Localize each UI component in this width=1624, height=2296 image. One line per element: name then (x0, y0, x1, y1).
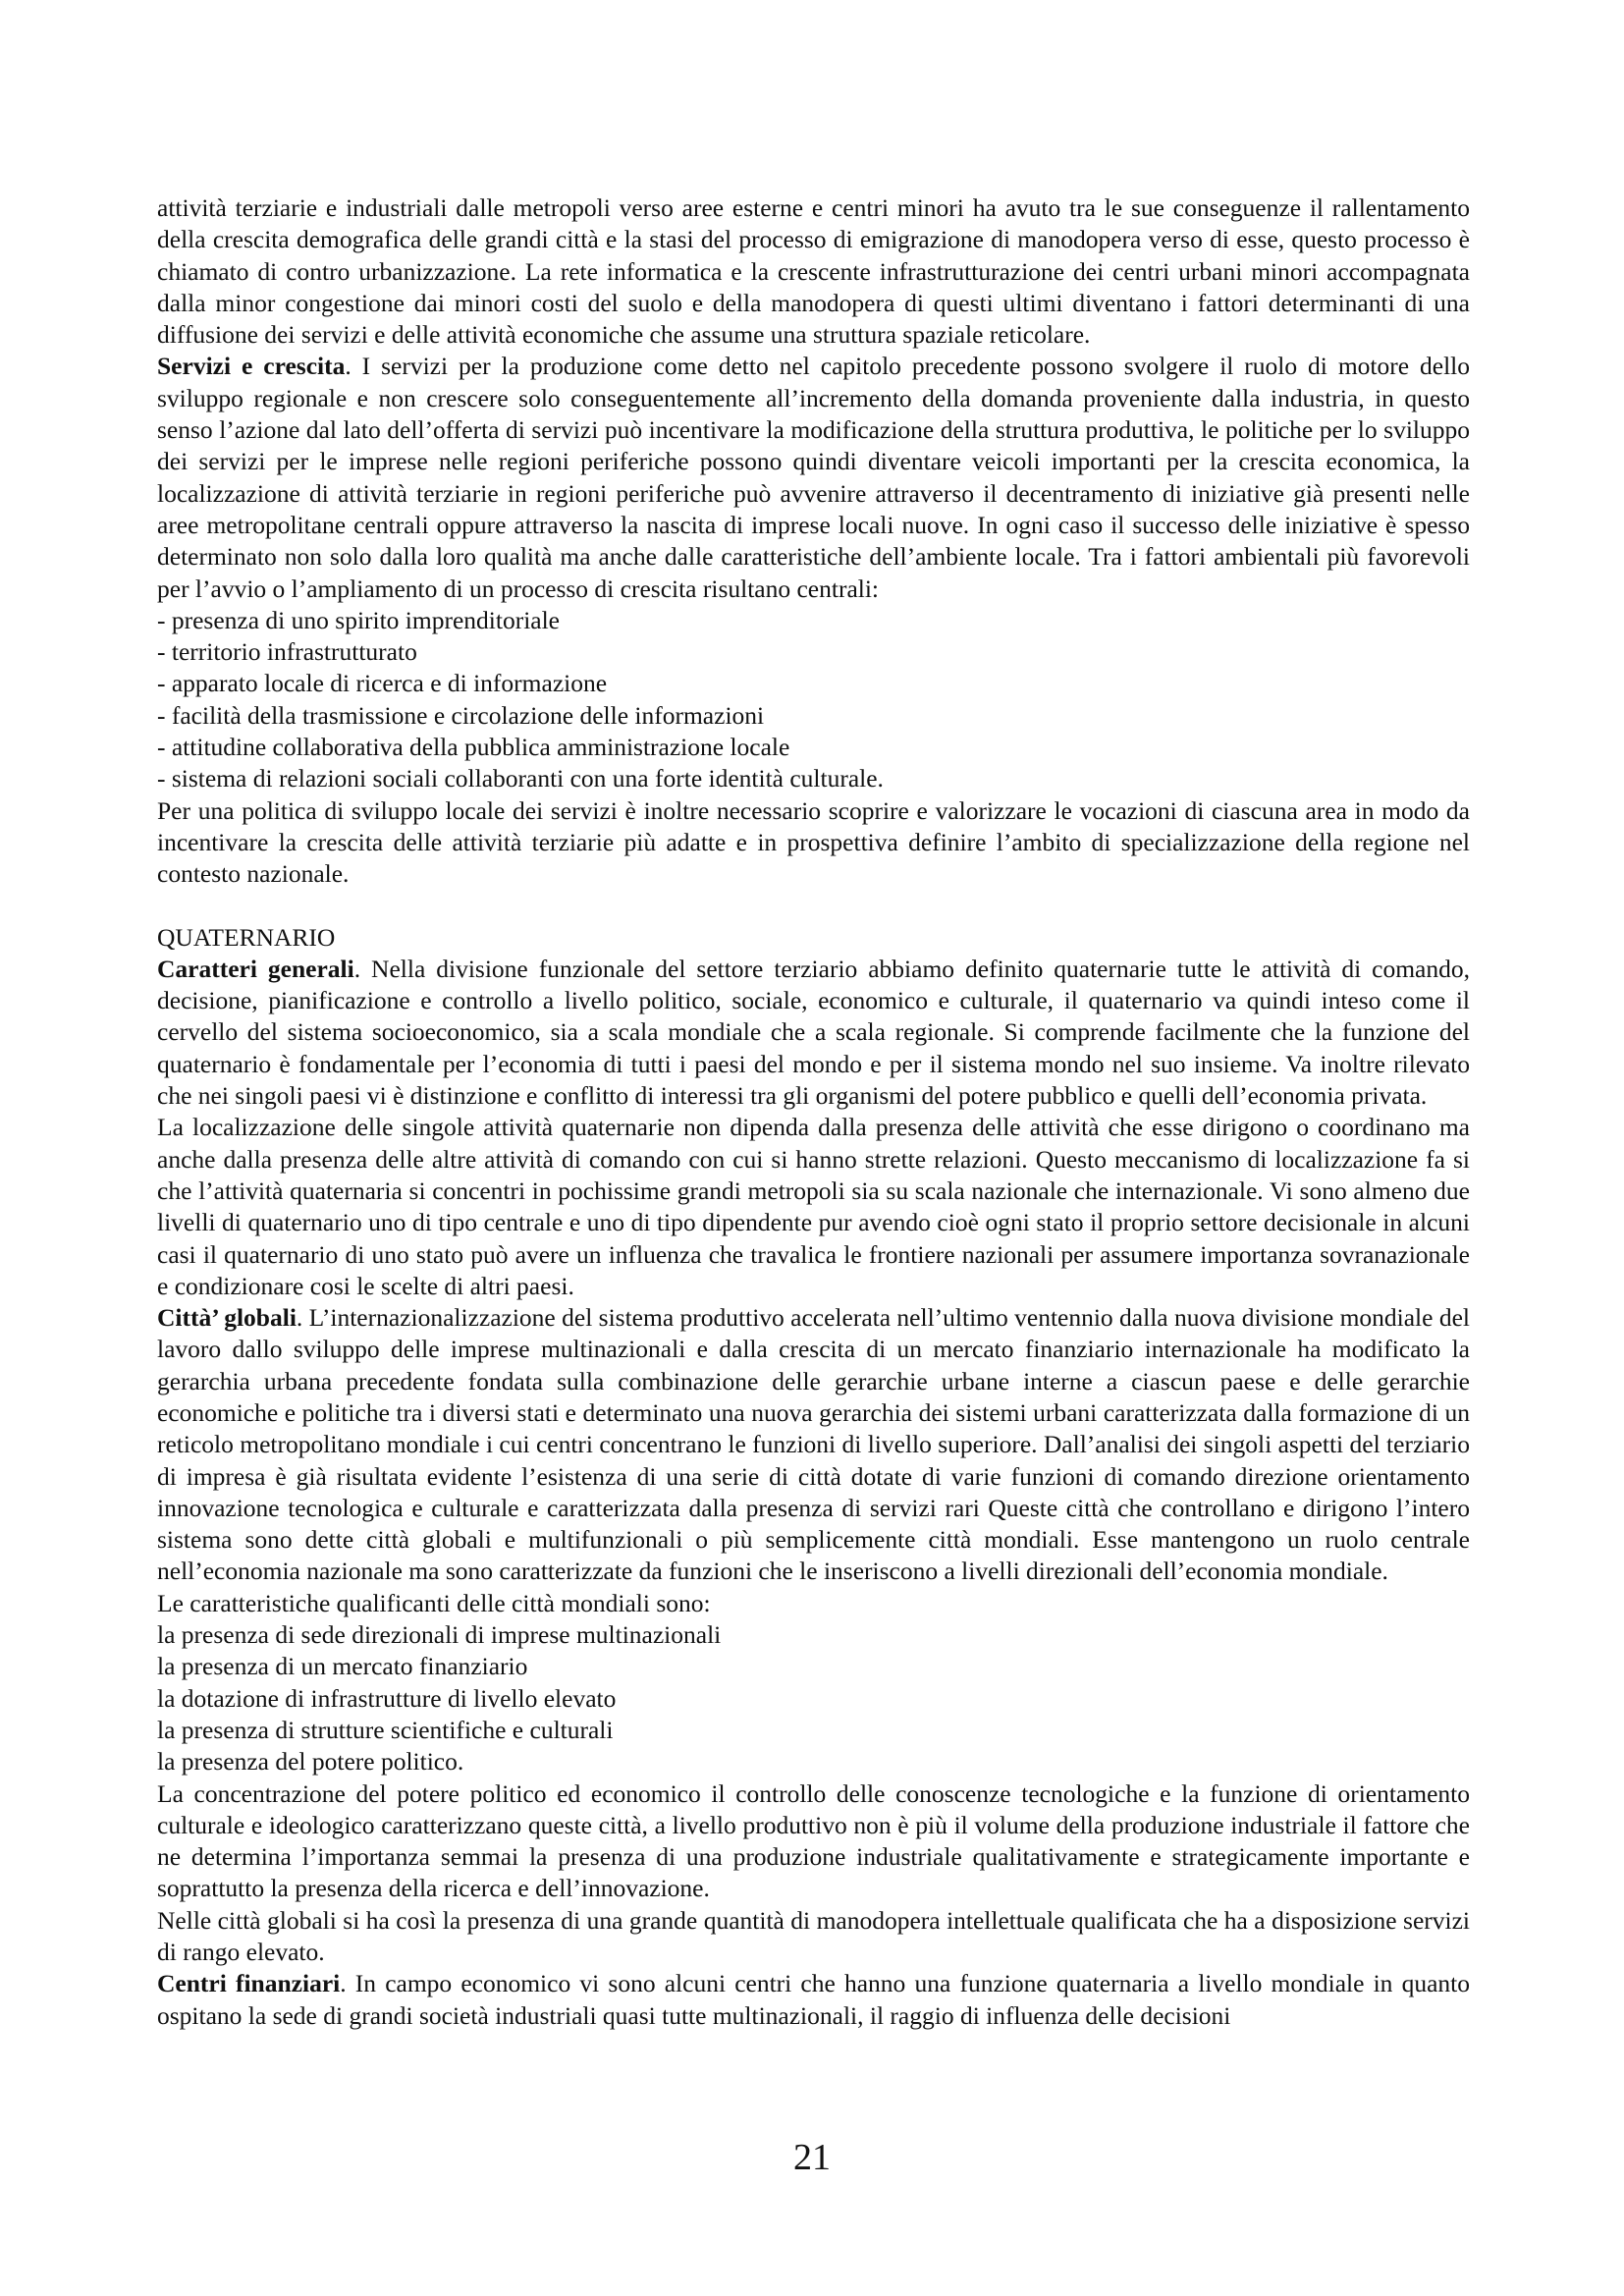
centri-paragraph (157, 1968, 1470, 2032)
citta-text: . L’internazionalizzazione del sistema produttivo accelerata nell’ultimo ventennio dalla nuova divisione mondiale del lavoro dallo sviluppo delle imprese multinazionali e dalla crescita di un mercato finanziario internazionale ha modificato la gerarchia urbana precedente fondata sulla combinazione delle gerarchie urbane interne a ciascun paese e delle gerarchie economiche e politiche tra i diversi stati e determinato una nuova gerarchia dei sistemi urbani caratterizzata dalla formazione di un reticolo metropolitano mondiale i cui centri concentrano le funzioni di livello superiore. Dall’analisi dei singoli aspetti del terziario di impresa è già risultata evidente l’esistenza di una serie di città dotate di varie funzioni di comando direzione orientamento innovazione tecnologica e culturale e caratterizzata dalla presenza di servizi rari Queste città che controllano e dirigono l’intero sistema sono dette città globali e multifunzionali o più semplicemente città mondiali. Esse mantengono un ruolo centrale nell’economia nazionale ma sono caratterizzate da funzioni che le inseriscono a livelli direzionali dell’economia mondiale. (157, 1303, 1470, 1586)
list-item: - apparato locale di ricerca e di informazione (157, 669, 608, 698)
centri-text: . In campo economico vi sono alcuni centri che hanno una funzione quaternaria a livello mondiale in quanto ospitano la sede di grandi società industriali quasi tutte multinazionali, il raggio di influenza delle decisioni (157, 1969, 1470, 2030)
centri-heading: Centri finanziari (157, 1969, 341, 1998)
caratteri-paragraph (157, 954, 1470, 1112)
page-body (157, 192, 1470, 2032)
list-item: la presenza di sede direzionali di imprese multinazionali (157, 1620, 722, 1650)
intro-paragraph: attività terziarie e industriali dalle metropoli verso aree esterne e centri minori ha avuto tra le sue conseguenze il rallentamento della crescita demografica delle grandi città e la stasi del processo di emigrazione di manodopera verso di esse, questo processo è chiamato di contro urbanizzazione. La rete informatica e la crescente infrastrutturazione dei centri urbani minori accompagnata dalla minor congestione dai minori costi del suolo e della manodopera di questi ultimi diventano i fattori determinanti di una diffusione dei servizi e delle attività economiche che assume una struttura spaziale reticolare. (157, 193, 1470, 350)
servizi-paragraph (157, 351, 1470, 604)
servizi-closing: Per una politica di sviluppo locale dei servizi è inoltre necessario scoprire e valorizzare le vocazioni di ciascuna area in modo da incentivare la crescita delle attività terziarie più adatte e in prospettiva definire l’ambito di specializzazione della regione nel contesto nazionale. (157, 795, 1470, 889)
list-item: la presenza del potere politico. (157, 1747, 464, 1777)
citta-paragraph (157, 1302, 1470, 1588)
caratteristiche-intro: Le caratteristiche qualificanti delle città mondiali sono: (157, 1588, 711, 1617)
concentrazione-paragraph: La concentrazione del potere politico ed economico il controllo delle conoscenze tecnologiche e la funzione di orientamento culturale e ideologico caratterizzano queste città, a livello produttivo non è più il volume della produzione industriale il fattore che ne determina l’importanza semmai la presenza di una produzione industriale qualitativamente e strategicamente importante e soprattutto la presenza della ricerca e dell’innovazione. (157, 1778, 1470, 1903)
servizi-heading: Servizi e crescita (157, 352, 346, 381)
caratteri-text: . Nella divisione funzionale del settore terziario abbiamo definito quaternarie tutte le attività di comando, decisione, pianificazione e controllo a livello politico, sociale, economico e culturale, il quaternario va quindi inteso come il cervello del sistema socioeconomico, sia a scala mondiale che a scala regionale. Si comprende facilmente che la funzione del quaternario è fondamentale per l’economia di tutti i paesi del mondo e per il sistema mondo nel suo insieme. Va inoltre rilevato che nei singoli paesi vi è distinzione e conflitto di interessi tra gli organismi del potere pubblico e quelli dell’economia privata. (157, 954, 1470, 1111)
caratteristiche-list (157, 1619, 1470, 1777)
page-number: 21 (793, 2137, 831, 2178)
list-item: - territorio infrastrutturato (157, 637, 417, 667)
citta-heading: Città’ globali (157, 1303, 297, 1333)
section-gap (157, 891, 1470, 922)
list-item: la presenza di un mercato finanziario (157, 1652, 528, 1681)
factors-list (157, 605, 1470, 795)
section-title: QUATERNARIO (157, 922, 336, 952)
list-item: la dotazione di infrastrutture di livello elevato (157, 1683, 617, 1713)
caratteri-heading: Caratteri generali (157, 954, 354, 983)
list-item: - attitudine collaborativa della pubblica amministrazione locale (157, 733, 790, 762)
manodopera-paragraph: Nelle città globali si ha così la presenza di una grande quantità di manodopera intellettuale qualificata che ha a disposizione servizi di rango elevato. (157, 1905, 1470, 1967)
servizi-text: . I servizi per la produzione come detto nel capitolo precedente possono svolgere il ruolo di motore dello sviluppo regionale e non crescere solo conseguentemente all’incremento della domanda proveniente dalla industria, in questo senso l’azione dal lato dell’offerta di servizi può incentivare la modificazione della struttura produttiva, le politiche per lo sviluppo dei servizi per le imprese nelle regioni periferiche possono quindi diventare veicoli importanti per la crescita economica, la localizzazione di attività terziarie in regioni periferiche può avvenire attraverso il decentramento di iniziative già presenti nelle aree metropolitane centrali oppure attraverso la nascita di imprese locali nuove. In ogni caso il successo delle iniziative è spesso determinato non solo dalla loro qualità ma anche dalle caratteristiche dell’ambiente locale. Tra i fattori ambientali più favorevoli per l’avvio o l’ampliamento di un processo di crescita risultano centrali: (157, 352, 1470, 603)
list-item: - presenza di uno spirito imprenditoriale (157, 605, 561, 634)
list-item: la presenza di strutture scientifiche e culturali (157, 1715, 614, 1744)
list-item: - facilità della trasmissione e circolazione delle informazioni (157, 700, 765, 730)
localizzazione-paragraph: La localizzazione delle singole attività quaternarie non dipenda dalla presenza delle attività che esse dirigono o coordinano ma anche dalla presenza delle altre attività di comando con cui si hanno strette relazioni. Questo meccanismo di localizzazione fa si che l’attività quaternaria si concentri in pochissime grandi metropoli sia su scala nazionale che internazionale. Vi sono almeno due livelli di quaternario uno di tipo centrale e uno di tipo dipendente pur avendo cioè ogni stato il proprio settore decisionale in alcuni casi il quaternario di uno stato può avere un influenza che travalica le frontiere nazionali per assumere importanza sovranazionale e condizionare cosi le scelte di altri paesi. (157, 1113, 1470, 1300)
list-item: - sistema di relazioni sociali collaboranti con una forte identità culturale. (157, 764, 884, 793)
